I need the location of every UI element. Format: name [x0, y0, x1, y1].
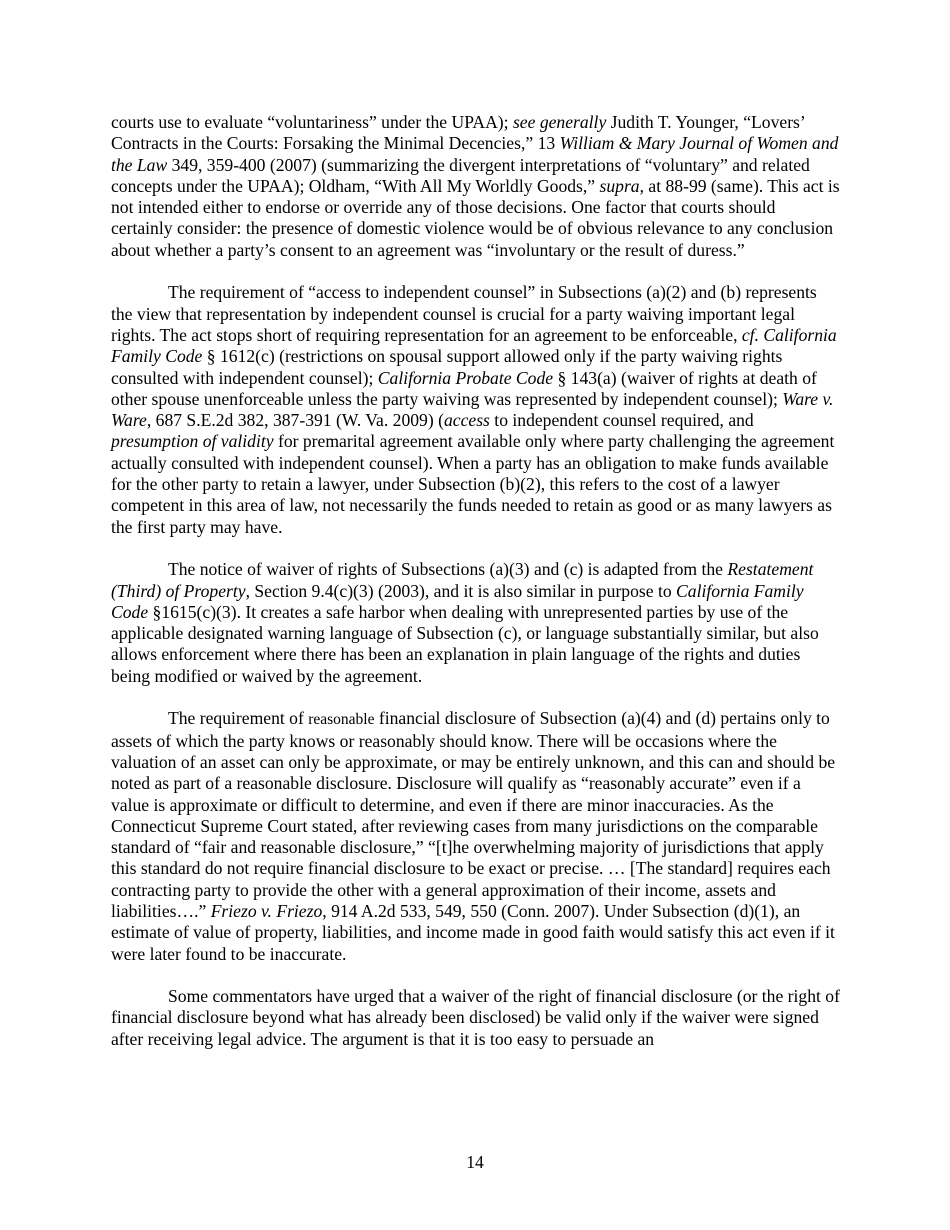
paragraph-commentators: Some commentators have urged that a waiver of the right of financial disclosure (or the right of financial disclosure beyond what has already been disclosed) be valid only if the waiver were signed after receiving legal advice. The argument is that it is too easy to persuade an — [111, 986, 840, 1049]
document-body — [111, 112, 841, 1050]
page-number: 14 — [466, 1152, 484, 1172]
paragraph-financial-disclosure: The requirement of reasonable financial disclosure of Subsection (a)(4) and (d) pertains only to assets of which the party knows or reasonably should know. There will be occasions where the valuation of an asset can only be approximate, or may be entirely unknown, and this can and should be noted as part of a reasonable disclosure. Disclosure will qualify as “reasonably accurate” even if a value is approximate or difficult to determine, and even if there are minor inaccuracies. As the Connecticut Supreme Court stated, after reviewing cases from many jurisdictions on the comparable standard of “fair and reasonable disclosure,” “[t]he overwhelming majority of jurisdictions that apply this standard do not require financial disclosure to be exact or precise. … [The standard] requires each contracting party to provide the other with a general approximation of their income, assets and liabilities….” Friezo v. Friezo, 914 A.2d 533, 549, 550 (Conn. 2007). Under Subsection (d)(1), an estimate of value of property, liabilities, and income made in good faith would satisfy this act even if it were later found to be inaccurate. — [111, 708, 836, 964]
paragraph-notice-of-waiver: The notice of waiver of rights of Subsections (a)(3) and (c) is adapted from the Restatement (Third) of Property, Section 9.4(c)(3) (2003), and it is also similar in purpose to California Family Code §1615(c)(3). It creates a safe harbor when dealing with unrepresented parties by use of the applicable designated warning language of Subsection (c), or language substantially similar, but also allows enforcement where there has been an explanation in plain language of the rights and duties being modified or waived by the agreement. — [111, 559, 819, 686]
paragraph-voluntariness-continued: courts use to evaluate “voluntariness” under the UPAA); see generally Judith T. Younger, “Lovers’ Contracts in the Courts: Forsaking the Minimal Decencies,” 13 William & Mary Journal of Women and the Law 349, 359-400 (2007) (summarizing the divergent interpretations of “voluntary” and related concepts under the UPAA); Oldham, “With All My Worldly Goods,” supra, at 88-99 (same). This act is not intended either to endorse or override any of those decisions. One factor that courts should certainly consider: the presence of domestic violence would be of obvious relevance to any conclusion about whether a party’s consent to an agreement was “involuntary or the result of duress.” — [111, 112, 840, 260]
paragraph-independent-counsel: The requirement of “access to independent counsel” in Subsections (a)(2) and (b) represents the view that representation by independent counsel is crucial for a party waiving important legal rights. The act stops short of requiring representation for an agreement to be enforceable, cf. California Family Code § 1612(c) (restrictions on spousal support allowed only if the party waiving rights consulted with independent counsel); California Probate Code § 143(a) (waiver of rights at death of other spouse unenforceable unless the party waiving was represented by independent counsel); Ware v. Ware, 687 S.E.2d 382, 387-391 (W. Va. 2009) (access to independent counsel required, and presumption of validity for premarital agreement available only where party challenging the agreement actually consulted with independent counsel). When a party has an obligation to make funds available for the other party to retain a lawyer, under Subsection (b)(2), this refers to the cost of a lawyer competent in this area of law, not necessarily the funds needed to retain as good or as many lawyers as the first party may have. — [111, 282, 837, 537]
